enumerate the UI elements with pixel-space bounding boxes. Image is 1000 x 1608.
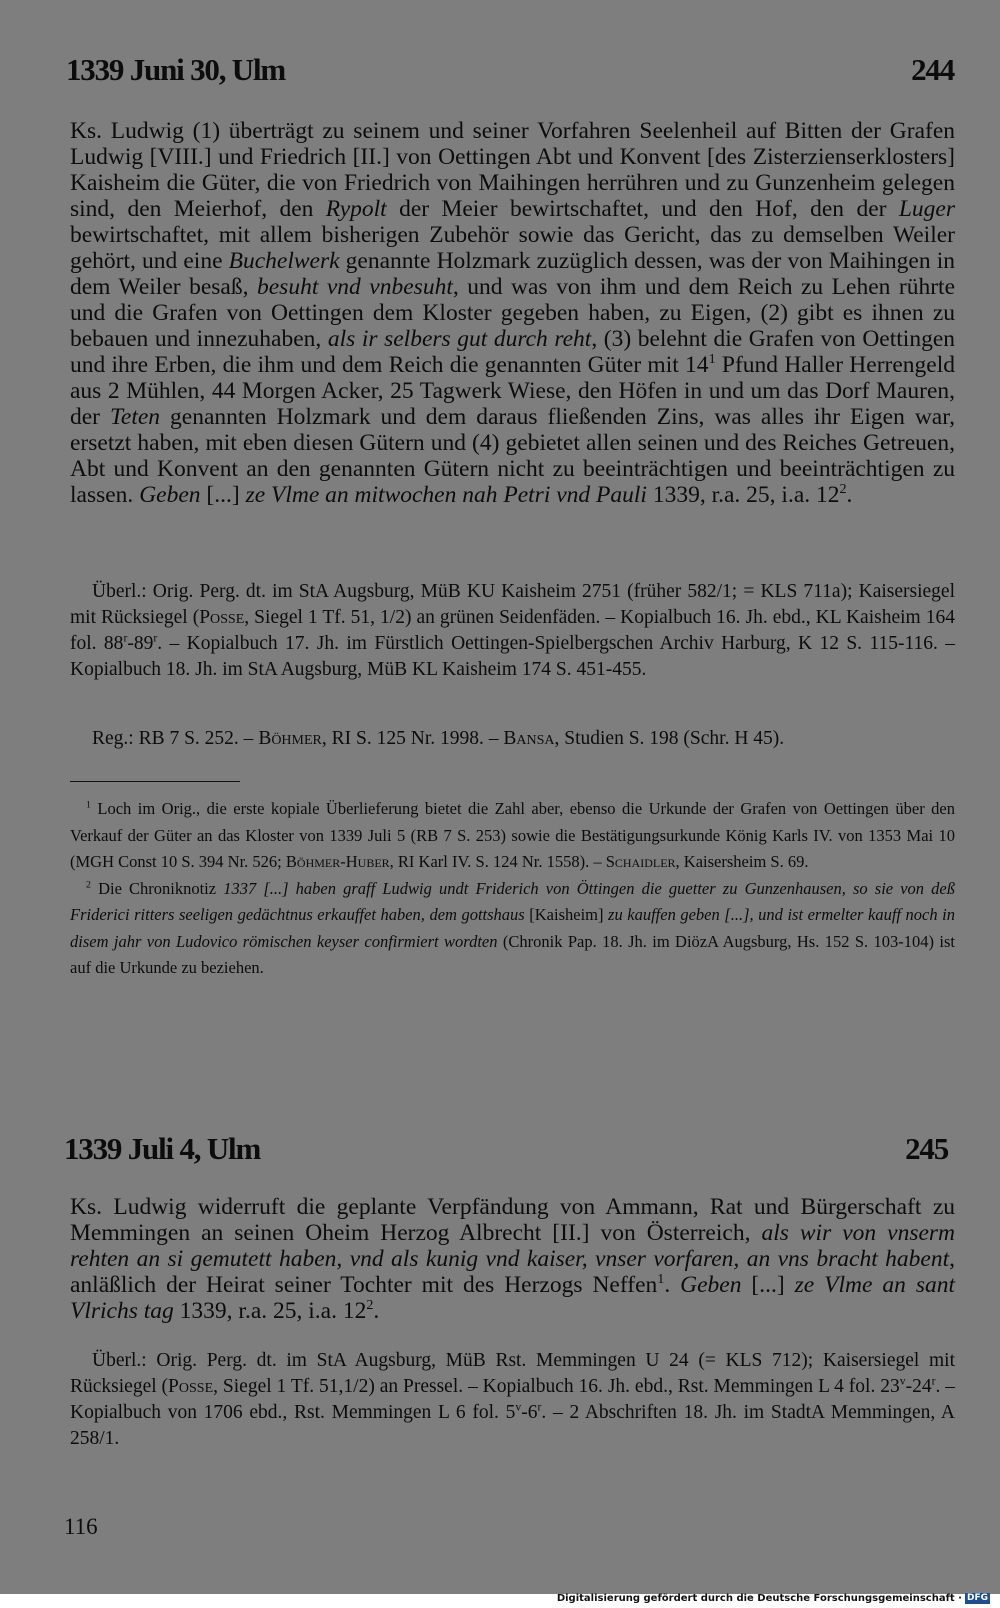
regesten-references-244: Reg.: RB 7 S. 252. – Böhmer, RI S. 125 Nr. 1998. – Bansa, Studien S. 198 (Schr. H 45). <box>92 728 785 749</box>
footnote-ref: 1 <box>657 1271 665 1288</box>
ueberlieferung-244: Überl.: Orig. Perg. dt. im StA Augsburg, MüB KU Kaisheim 2751 (früher 582/1; = KLS 711a); Kaisersiegel mit Rücksiegel (Posse, Siegel 1 Tf. 51, 1/2) an grünen Seidenfäden. – Kopialbuch 16. Jh. ebd., KL Kaisheim 164 fol. 88$^r$-89$^r$. – Kopialbuch 17. Jh. im Fürstlich Oettingen-Spielbergschen Archiv Harburg, K 12 S. 115-116. – Kopialbuch 18. Jh. im StA Augsburg, MüB KL Kaisheim 174 S. 451-455. <box>70 581 956 680</box>
document-date-place: 1339 Juli 4, Ulm <box>64 1131 261 1166</box>
regest-paragraph: Ks. Ludwig (1) überträgt zu seinem und seiner Vorfahren Seelenheil auf Bitten der Grafen Ludwig [VIII.] und Friedrich [II.] von Oettingen Abt und Konvent [des Zisterzienserklosters] Kaisheim die Güter, die von Friedrich von Maihingen herrühren und zu Gunzenheim gelegen sind, den Meierhof, den Rypolt der Meier bewirtschaftet, und den Hof, den der Luger bewirtschaftet, mit allem bisherigen Zubehör sowie das Gericht, das zu demselben Weiler gehört, und eine Buchelwerk genannte Holzmark zuzüglich dessen, was der von Maihingen in dem Weiler besaß, besuht vnd vnbesuht, und was von ihm und dem Reich zu Lehen rührte und die Grafen von Oettingen dem Kloster gegeben haben, zu Eigen, (2) gibt es ihnen zu bebauen und innezuhaben, als ir selbers gut durch reht, (3) belehnt die Grafen von Oettingen und ihre Erben, die ihm und dem Reich die genannten Güter mit $14^1$ Pfund Haller Herrengeld aus 2 Mühlen, 44 Morgen Acker, 25 Tagwerk Wiese, den Höfen in und um das Dorf Mauren, der Teten genannten Holzmark und dem daraus fließenden Zins, was alles ihr Eigen war, ersetzt haben, mit eben diesen Gütern und (4) gebietet allen seinen und des Reiches Getreuen, Abt und Konvent an den genannten Gütern nicht zu beeinträchtigen und beeinträchtigen zu lassen. Geben [...] ze Vlme an mitwochen nah Petri vnd Pauli 1339, r.a. 25, i.a. $12^2$. <box>70 118 956 508</box>
document-date-place: 1339 Juni 30, Ulm <box>66 52 286 87</box>
document-number: 244 <box>911 52 954 87</box>
footnote-2: $^2$ Die Chroniknotiz 1337 [...] haben graff Ludwig undt Friderich von Öttingen die guetter zu Gunzenhausen, so sie von deß Friderici ritters seeligen gedächtnus erkauffet haben, dem gottshaus [Kaisheim] zu kauffen geben [...], und ist ermelter kauff noch in disem jahr von Ludovico römischen keyser confirmiert wordten (Chronik Pap. 18. Jh. im DiözA Augsburg, Hs. 152 S. 103-104) ist auf die Urkunde zu beziehen. <box>70 878 955 977</box>
page-number: 116 <box>64 1514 98 1539</box>
credit-text: Digitalisierung gefördert durch die Deutsche Forschungsgemeinschaft · <box>556 1593 962 1604</box>
ueberlieferung-245: Überl.: Orig. Perg. dt. im StA Augsburg, MüB Rst. Memmingen U 24 (= KLS 712); Kaisersiegel mit Rücksiegel (Posse, Siegel 1 Tf. 51,1/2) an Pressel. – Kopialbuch 16. Jh. ebd., Rst. Memmingen L 4 fol. 23$^v$-24$^r$. – Kopialbuch von 1706 ebd., Rst. Memmingen L 6 fol. 5$^v$-6$^r$. – 2 Abschriften 18. Jh. im StadtA Memmingen, A 258/1. <box>70 1350 956 1449</box>
regest-text-245 <box>70 1194 955 1324</box>
document-number: 245 <box>905 1131 948 1166</box>
footnotes-244 <box>70 796 955 982</box>
regest-paragraph: Ks. Ludwig widerruft die geplante Verpfändung von Ammann, Rat und Bürgerschaft zu Memmingen an seinen Oheim Herzog Albrecht [II.] von Österreich, als wir von vnserm rehten an si gemutett haben, vnd als kunig vnd kaiser, vnser vorfaren, an vns bracht habent, anläßlich der Heirat seiner Tochter mit des Herzogs Neffen$^1$. Geben [...] ze Vlme an sant Vlrichs tag 1339, r.a. 25, i.a. $12^2$. <box>70 1194 956 1324</box>
document-header-245 <box>64 1131 948 1167</box>
footnote-ref: 2 <box>366 1297 374 1314</box>
regest-text-244 <box>70 118 955 508</box>
footnote-1: $^1$ Loch im Orig., die erste kopiale Überlieferung bietet die Zahl aber, ebenso die Urkunde der Grafen von Oettingen über den Verkauf der Güter an das Kloster von 1339 Juli 5 (RB 7 S. 253) sowie die Bestätigungsurkunde König Karls IV. von 1353 Mai 10 (MGH Const 10 S. 394 Nr. 526; Böhmer-Huber, RI Karl IV. S. 124 Nr. 1558). – Schaidler, Kaisersheim S. 69. <box>70 799 955 871</box>
document-header-244 <box>66 52 954 88</box>
dfg-logo: DFG <box>966 1593 988 1603</box>
digitization-credit <box>557 1593 990 1604</box>
footnote-ref: 1 <box>708 351 716 368</box>
footnote-ref: 2 <box>839 481 847 498</box>
footnote-separator <box>70 781 240 782</box>
